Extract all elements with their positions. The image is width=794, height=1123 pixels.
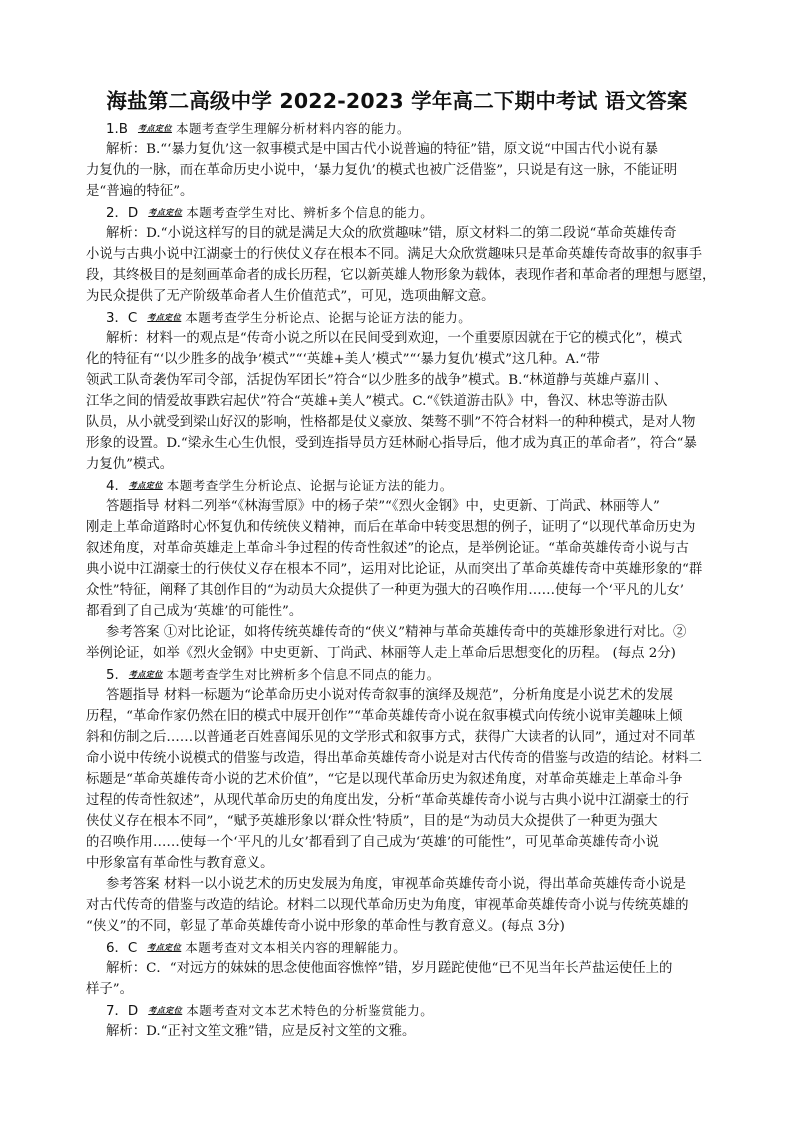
answer-text-line: 领武工队奇袭伪军司令部，活捉伪军团长”符合“以少胜多的战争”模式。B.“林道静与英雄卢嘉川 、 xyxy=(86,373,668,388)
answer-text-line: 队员，从小就受到梁山好汉的影响，性格都是仗义豪放、桀骜不驯”不符合材料一的种种模式，是对人物 xyxy=(86,415,696,430)
question-number: 3．C xyxy=(106,311,138,326)
answer-text-line: 典小说中江湖豪士的行侠仗义存在根本不同”，运用对比论证，从而突出了革命英雄传奇中英雄形象的“群 xyxy=(86,562,703,577)
question-header-line xyxy=(106,1002,722,1019)
answer-text-line: 化的特征有“‘以少胜多的战争’模式”“‘英雄+美人’模式”“‘暴力复仇’模式”这几种。A.“带 xyxy=(86,352,600,367)
question-number: 1.B xyxy=(106,122,128,137)
kaodian-badge: 考点定位 xyxy=(137,123,172,133)
kaodian-badge: 考点定位 xyxy=(147,312,182,322)
kaodian-badge: 考点定位 xyxy=(147,942,182,952)
answer-text-line: 命小说中传统小说模式的借鉴与改造，得出革命英雄传奇小说是对古代传奇的借鉴与改造的结论。材料二 xyxy=(86,751,702,766)
question-number: 2．D xyxy=(106,206,139,221)
question-header-line xyxy=(106,120,722,137)
kaodian-badge: 考点定位 xyxy=(128,480,163,490)
answer-text-line: 解析：C．“对远方的妹妹的思念使他面容憔悴”错，岁月蹉跎使他“已不见当年长芦盐运使任上的 xyxy=(106,961,673,976)
answer-text-line: 叙述角度，对革命英雄走上革命斗争过程的传奇性叙述”的论点，是举例论证。“革命英雄传奇小说与古 xyxy=(86,541,689,556)
kaodian-badge: 考点定位 xyxy=(148,207,183,217)
answer-text-line: 侠仗义存在根本不同”，“赋予英雄形象以‘群众性’特质”，目的是“为动员大众提供了一种更为强大 xyxy=(86,814,658,829)
exam-point-text: 本题考查学生理解分析材料内容的能力。 xyxy=(175,121,410,136)
kaodian-badge: 考点定位 xyxy=(148,1005,183,1015)
answer-text-line: 解析：材料一的观点是“传奇小说之所以在民间受到欢迎，一个重要原因就在于它的模式化”，模式 xyxy=(106,331,683,346)
answer-text-line: 斜和仿制之后……以普通老百姓喜闻乐见的文学形式和叙事方式，获得广大读者的认同”，通过对不同革 xyxy=(86,730,696,745)
answer-text-line: 中形象富有革命性与教育意义。 xyxy=(86,856,274,871)
question-header-line xyxy=(106,939,722,956)
exam-point-text: 本题考查学生对比、辨析多个信息的能力。 xyxy=(186,205,434,220)
kaodian-badge: 考点定位 xyxy=(128,669,163,679)
answer-text-line: 样子”。 xyxy=(86,982,134,997)
question-header-line xyxy=(106,477,722,494)
answer-text-line: 解析：D.“小说这样写的目的就是满足大众的欣赏趣味”错，原文材料二的第二段说“革命英雄传奇 xyxy=(106,226,677,241)
answer-text-line: 江华之间的情爱故事跌宕起伏”符合“英雄+美人”模式。C.“《铁道游击队》中，鲁汉、林忠等游击队 xyxy=(86,394,668,409)
answer-text-line: 为民众提供了无产阶级革命者人生价值范式”，可见，选项曲解文意。 xyxy=(86,289,495,304)
answer-text-line: 小说与古典小说中江湖豪士的行侠仗义存在根本不同。满足大众欣赏趣味只是革命英雄传奇故事的叙事手 xyxy=(86,247,702,262)
answer-text-line: 都看到了自己成为‘英雄’的可能性”。 xyxy=(86,604,303,619)
exam-point-text: 本题考查学生分析论点、论据与论证方法的能力。 xyxy=(166,478,453,493)
question-header-line xyxy=(106,204,722,221)
page-title: 海盐第二高级中学 2022-2023 学年高二下期中考试 语文答案 xyxy=(106,89,688,113)
answer-text-line: 答题指导 材料一标题为“论革命历史小说对传奇叙事的演绎及规范”，分析角度是小说艺术的发展 xyxy=(106,688,673,703)
answer-text-line: 众性”特征，阐释了其创作目的“为动员大众提供了一种更为强大的召唤作用……使每一个‘平凡的儿女’ xyxy=(86,583,684,598)
answer-text-line: 对古代传奇的借鉴与改造的结论。材料二以现代革命历史为角度，审视革命英雄传奇小说与传统英雄的 xyxy=(86,898,689,913)
question-header-line xyxy=(106,309,722,326)
answer-text-line: 过程的传奇性叙述”，从现代革命历史的角度出发，分析“革命英雄传奇小说与古典小说中江湖豪士的行 xyxy=(86,793,689,808)
answer-text-line: 标题是“革命英雄传奇小说的艺术价值”，“它是以现代革命历史为叙述角度，对革命英雄走上革命斗争 xyxy=(86,772,683,787)
answer-text-line: 解析：D.“正衬文笙文雅”错，应是反衬文笙的文雅。 xyxy=(106,1024,416,1039)
question-header-line xyxy=(106,666,722,683)
exam-point-text: 本题考查学生分析论点、论据与论证方法的能力。 xyxy=(185,310,472,325)
answer-text-line: 历程，“革命作家仍然在旧的模式中展开创作”“革命英雄传奇小说在叙事模式向传统小说审美趣味上倾 xyxy=(86,709,683,724)
answer-text-line: “侠义”的不同，彰显了革命英雄传奇小说中形象的革命性与教育意义。(每点 3分) xyxy=(86,919,565,934)
answer-text-line: 形象的设置。D.“梁永生心生仇恨，受到连指导员方廷林耐心指导后，他才成为真正的革命者”，符合“暴 xyxy=(86,436,697,451)
answer-text-line: 力复仇的一脉，而在革命历史小说中，‘暴力复仇’的模式也被广泛借鉴”，只说是有这一脉，不能证明 xyxy=(86,163,678,178)
answer-text-line: 是“普遍的特征”。 xyxy=(86,184,194,199)
answer-text-line: 的召唤作用……使每一个‘平凡的儿女’都看到了自己成为‘英雄’的可能性”，可见革命英雄传奇小说 xyxy=(86,835,659,850)
question-number: 5. xyxy=(106,668,119,683)
answer-text-line: 参考答案 材料一以小说艺术的历史发展为角度，审视革命英雄传奇小说，得出革命英雄传奇小说是 xyxy=(106,877,687,892)
answer-text-line: 解析：B.“‘暴力复仇’这一叙事模式是中国古代小说普遍的特征”错，原文说“中国古代小说有暴 xyxy=(106,142,658,157)
exam-point-text: 本题考查对文本艺术特色的分析鉴赏能力。 xyxy=(186,1003,434,1018)
answer-text-line: 参考答案 ①对比论证，如将传统英雄传奇的“侠义”精神与革命英雄传奇中的英雄形象进行对比。② xyxy=(106,625,687,640)
answer-text-line: 力复仇”模式。 xyxy=(86,457,174,472)
exam-point-text: 本题考查对文本相关内容的理解能力。 xyxy=(185,940,407,955)
answer-text-line: 段，其终极目的是刻画革命者的成长历程，它以新英雄人物形象为载体，表现作者和革命者的理想与愿望， xyxy=(86,268,716,283)
question-number: 6．C xyxy=(106,941,138,956)
answer-text-line: 举例论证，如举《烈火金钢》中史更新、丁尚武、林丽等人走上革命后思想变化的历程。 (每点 2分) xyxy=(86,646,676,661)
question-number: 4. xyxy=(106,479,119,494)
answer-text-line: 刚走上革命道路时心怀复仇和传统侠义精神，而后在革命中转变思想的例子，证明了“以现代革命历史为 xyxy=(86,520,696,535)
answer-text-line: 答题指导 材料二列举“《林海雪原》中的杨子荣”“《烈火金钢》中，史更新、丁尚武、林丽等人” xyxy=(106,499,660,514)
exam-point-text: 本题考查学生对比辨析多个信息不同点的能力。 xyxy=(166,667,440,682)
question-number: 7．D xyxy=(106,1004,139,1019)
